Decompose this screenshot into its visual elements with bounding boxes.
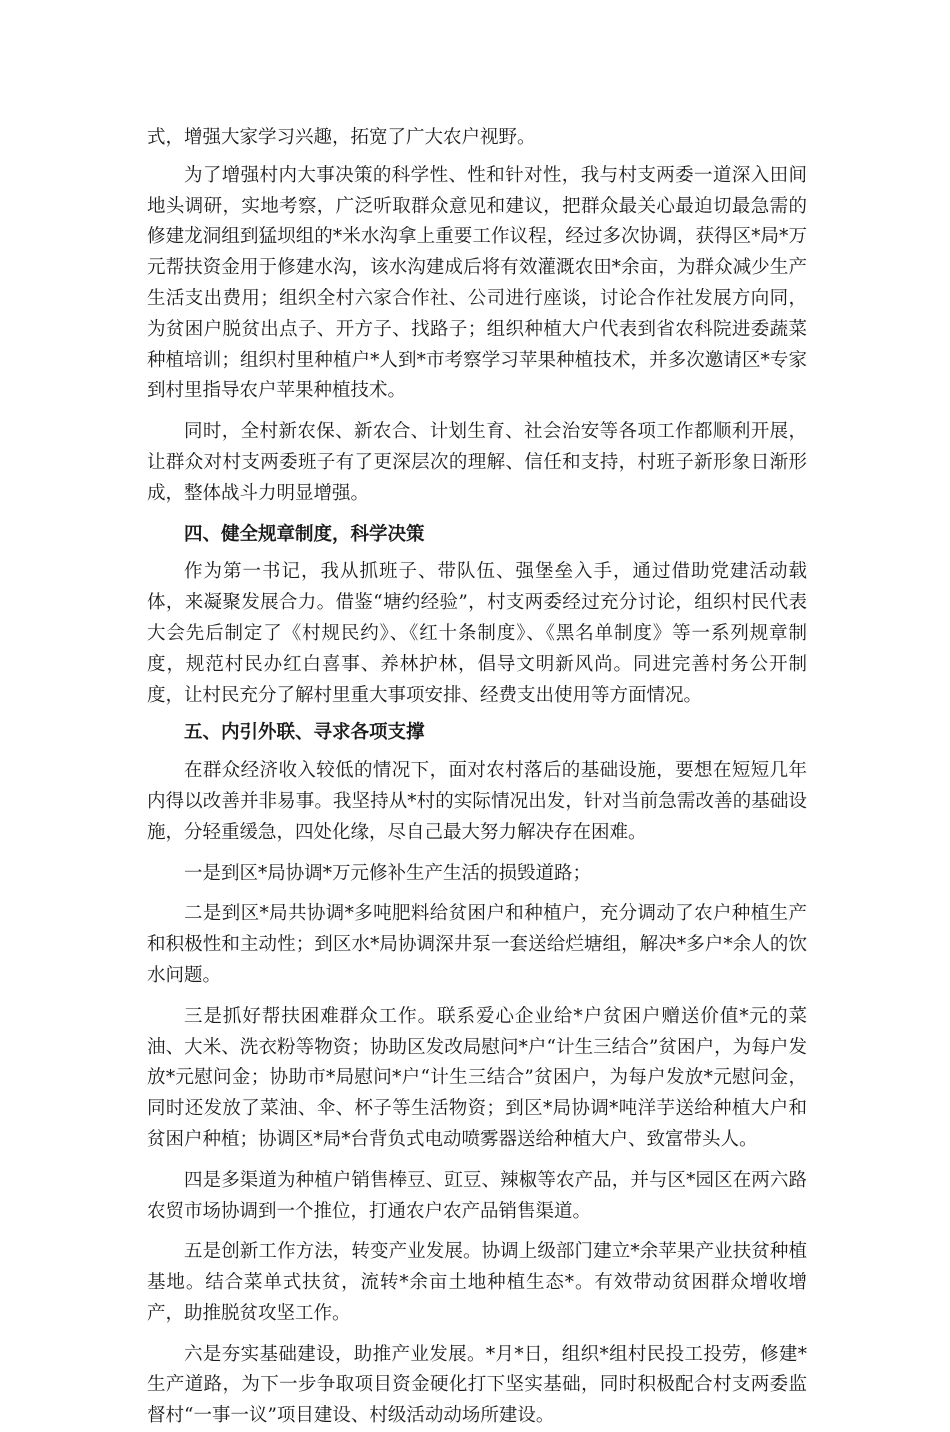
paragraph-decision-research: 为了增强村内大事决策的科学性、性和针对性，我与村支两委一道深入田间地头调研，实地考察，广泛听取群众意见和建议，把群众最关心最迫切最急需的修建龙洞组到猛坝组的*米水沟拿上重要工作议程，经过多次协调，获得区*局*万元帮扶资金用于修建水沟，该水沟建成后将有效灌溉农田*余亩，为群众减少生产生活支出费用；组织全村六家合作社、公司进行座谈，讨论合作社发展方向同，为贫困户脱贫出点子、开方子、找路子；组织种植大户代表到省农科院进委蔬菜种植培训；组织村里种植户*人到*市考察学习苹果种植技术，并多次邀请区*专家到村里指导农户苹果种植技术。 (147, 164, 807, 402)
document-body (147, 123, 807, 1432)
paragraph-item-six: 六是夯实基础建设，助推产业发展。*月*日，组织*组村民投工投劳，修建*生产道路，为下一步争取项目资金硬化打下坚实基础，同时积极配合村支两委监督村“一事一议”项目建设、村级活动动场所建设。 (147, 1343, 807, 1427)
paragraph-item-five: 五是创新工作方法，转变产业发展。协调上级部门建立*余苹果产业扶贫种植基地。结合菜单式扶贫，流转*余亩土地种植生态*。有效带动贫困群众增收增产，助推脱贫攻坚工作。 (147, 1241, 807, 1324)
paragraph-rules: 作为第一书记，我从抓班子、带队伍、强堡垒入手，通过借助党建活动载体，来凝聚发展合力。借鉴“塘约经验”，村支两委经过充分讨论，组织村民代表大会先后制定了《村规民约》、《红十条制度》、《黑名单制度》等一系列规章制度，规范村民办红白喜事、养林护林，倡导文明新风尚。同进完善村务公开制度，让村民充分了解村里重大事项安排、经费支出使用等方面情况。 (147, 561, 807, 706)
paragraph-support-intro: 在群众经济收入较低的情况下，面对农村落后的基础设施，要想在短短几年内得以改善并非易事。我坚持从*村的实际情况出发，针对当前急需改善的基础设施，分轻重缓急，四处化缘，尽自己最大努力解决存在困难。 (147, 760, 807, 843)
section-heading-rules: 四、健全规章制度，科学决策 (184, 523, 425, 545)
paragraph-item-one: 一是到区*局协调*万元修补生产生活的损毁道路； (184, 862, 592, 884)
paragraph-continued: 式，增强大家学习兴趣，拓宽了广大农户视野。 (147, 127, 536, 148)
paragraph-item-four: 四是多渠道为种植户销售棒豆、豇豆、辣椒等农产品，并与区*园区在两六路农贸市场协调到一个推位，打通农户农产品销售渠道。 (147, 1169, 807, 1222)
paragraph-work-progress: 同时，全村新农保、新农合、计划生育、社会治安等各项工作都顺利开展，让群众对村支两委班子有了更深层次的理解、信任和支持，村班子新形象日渐形成，整体战斗力明显增强。 (147, 421, 807, 504)
section-heading-support: 五、内引外联、寻求各项支撑 (184, 722, 425, 744)
paragraph-item-two: 二是到区*局共协调*多吨肥料给贫困户和种植户，充分调动了农户种植生产和积极性和主动性；到区水*局协调深井泵一套送给烂塘组，解决*多户*余人的饮水问题。 (147, 903, 807, 986)
paragraph-item-three: 三是抓好帮扶困难群众工作。联系爱心企业给*户贫困户赠送价值*元的菜油、大米、洗衣粉等物资；协助区发改局慰问*户“计生三结合”贫困户，为每户发放*元慰问金；协助市*局慰问*户“计生三结合”贫困户，为每户发放*元慰问金，同时还发放了菜油、伞、杯子等生活物资；到区*局协调*吨洋芋送给种植大户和贫困户种植；协调区*局*台背负式电动喷雾器送给种植大户、致富带头人。 (147, 1005, 807, 1150)
